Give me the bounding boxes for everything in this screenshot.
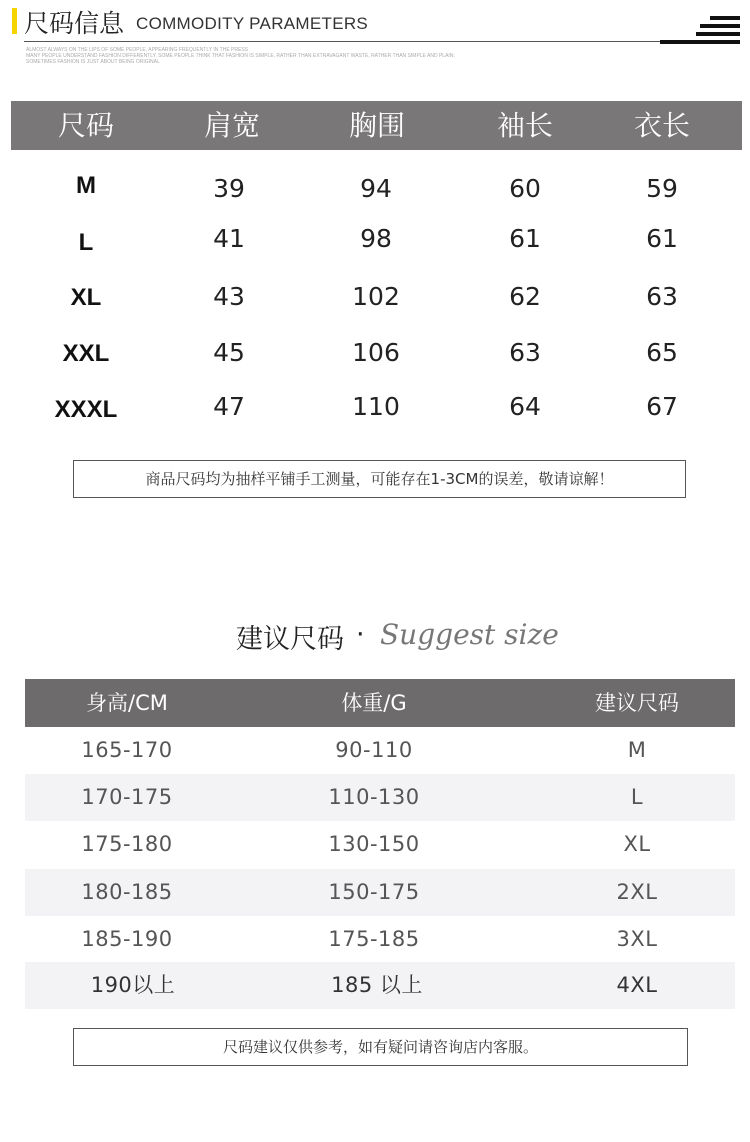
cell-weight: 90-110 [335, 738, 413, 762]
fine-print-line: MANY PEOPLE UNDERSTAND FASHION DIFFERENTLY. SOME PEOPLE THINK THAT FASHION IS SIMPLE, RATHER THAN EXTRAVAGANT WASTE, RATHER THAN SIMPLE AND PLAIN; [26, 53, 455, 59]
cell-height: 180-185 [81, 880, 173, 904]
cell-weight: 185 以上 [331, 973, 423, 997]
cell-shoulder: 41 [213, 224, 245, 253]
cell-size: L [78, 229, 94, 256]
header-height: 身高/CM [86, 691, 168, 715]
cell-height: 170-175 [81, 785, 173, 809]
table-row [25, 821, 735, 868]
cell-sleeve: 60 [509, 174, 541, 203]
suggest-note: 尺码建议仅供参考，如有疑问请咨询店内客服。 [73, 1028, 688, 1066]
cell-shoulder: 45 [213, 338, 245, 367]
cell-shoulder: 39 [213, 174, 245, 203]
size-table-body [0, 0, 750, 440]
cell-height: 190以上 [90, 973, 176, 997]
table-row [25, 727, 735, 774]
suggest-title-cn: 建议尺码 [236, 624, 344, 655]
fine-print-line: ALMOST ALWAYS ON THE LIPS OF SOME PEOPLE, APPEARING FREQUENTLY IN THE PRESS [26, 47, 249, 53]
suggest-title-dot: · [356, 619, 365, 650]
cell-length: 65 [646, 338, 678, 367]
header-chest: 胸围 [348, 109, 405, 142]
cell-chest: 94 [360, 174, 392, 203]
cell-chest: 102 [352, 282, 400, 311]
header-length: 衣长 [633, 109, 690, 142]
cell-weight: 150-175 [328, 880, 420, 904]
suggest-table-header [25, 679, 735, 727]
cell-length: 67 [646, 392, 678, 421]
suggest-title-en: Suggest size [380, 618, 559, 651]
cell-weight: 175-185 [328, 927, 420, 951]
cell-shoulder: 47 [213, 392, 245, 421]
section-title-cn: 尺码信息 [24, 9, 125, 38]
table-row [25, 774, 735, 821]
cell-sleeve: 64 [509, 392, 541, 421]
cell-suggested-size: L [630, 785, 644, 809]
cell-suggested-size: M [627, 738, 647, 762]
cell-chest: 98 [360, 224, 392, 253]
cell-height: 175-180 [81, 832, 173, 856]
cell-suggested-size: 4XL [616, 973, 658, 997]
section-title-en: COMMODITY PARAMETERS [136, 14, 369, 33]
cell-chest: 110 [352, 392, 400, 421]
cell-length: 59 [646, 174, 678, 203]
cell-sleeve: 61 [509, 224, 541, 253]
cell-suggested-size: XL [623, 832, 651, 856]
table-row [25, 916, 735, 963]
header-weight: 体重/G [341, 691, 407, 715]
cell-height: 185-190 [81, 927, 173, 951]
cell-suggested-size: 2XL [616, 880, 658, 904]
cell-length: 63 [646, 282, 678, 311]
cell-weight: 130-150 [328, 832, 420, 856]
header-shoulder: 肩宽 [203, 109, 260, 142]
measurement-note: 商品尺码均为抽样平铺手工测量，可能存在1-3CM的误差，敬请谅解！ [73, 460, 686, 498]
cell-sleeve: 62 [509, 282, 541, 311]
header-suggested-size: 建议尺码 [595, 691, 679, 715]
cell-height: 165-170 [81, 738, 173, 762]
header-size: 尺码 [57, 109, 114, 142]
table-row [25, 869, 735, 916]
cell-length: 61 [646, 224, 678, 253]
fine-print-line: SOMETIMES FASHION IS JUST ABOUT BEING ORIGINAL [26, 59, 160, 65]
cell-size: XXL [62, 340, 110, 367]
header-sleeve: 袖长 [496, 109, 553, 142]
cell-shoulder: 43 [213, 282, 245, 311]
cell-sleeve: 63 [509, 338, 541, 367]
cell-suggested-size: 3XL [616, 927, 658, 951]
cell-size: XXXL [54, 396, 118, 423]
cell-weight: 110-130 [328, 785, 420, 809]
cell-chest: 106 [352, 338, 400, 367]
cell-size: M [76, 172, 96, 199]
table-row [25, 962, 735, 1009]
cell-size: XL [70, 284, 102, 311]
